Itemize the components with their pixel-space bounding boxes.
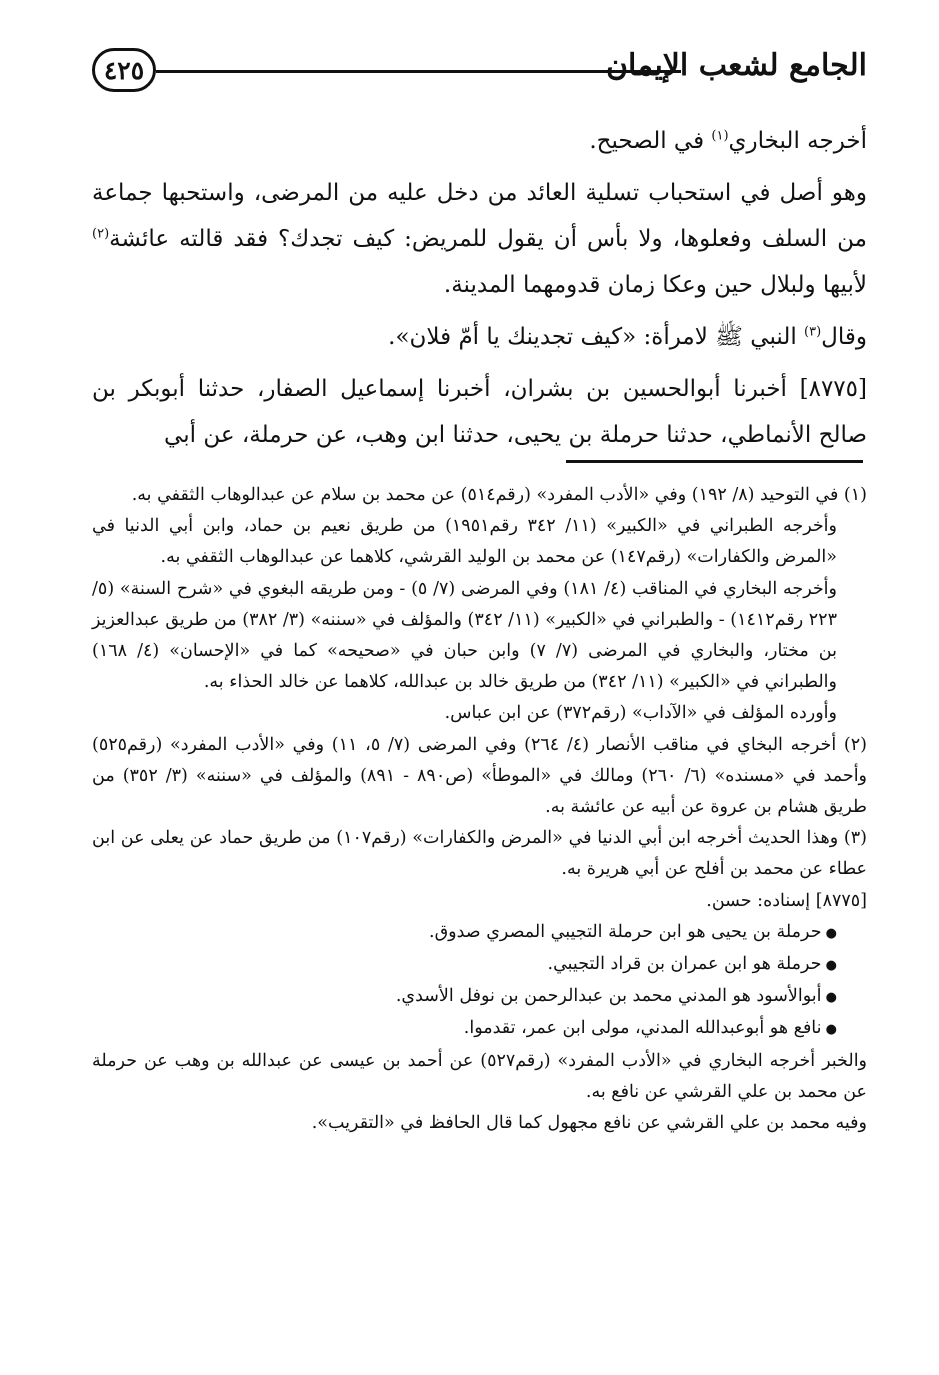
text-run: في الصحيح. xyxy=(589,128,712,154)
text-run: وهو أصل في استحباب تسلية العائد من دخل عليه من المرضى، واستحبها جماعة من السلف وفعلوها، ولا بأس أن يقول للمريض: كيف تجدك؟ فقد قالته عائشة xyxy=(92,180,867,252)
paragraph xyxy=(92,118,867,164)
text-run: النبي ﷺ لامرأة: «كيف تجدينك يا أمّ فلان». xyxy=(388,324,805,350)
paragraph xyxy=(92,314,867,360)
paragraph xyxy=(92,170,867,308)
list-item: ● نافع هو أبوعبدالله المدني، مولى ابن عمر، تقدموا. xyxy=(92,1013,837,1045)
footnote-1-continued: وأخرجه البخاري في المناقب (٤/ ١٨١) وفي المرضى (٧/ ٥) - ومن طريقه البغوي في «شرح السنة» (٥/ ٢٢٣ رقم١٤١٢) - والطبراني في «الكبير» (١١/ ٣٤٢) والمؤلف في «سننه» (٣/ ٣٨٢) من طريق عبدالعزيز بن مختار، والبخاري في المرضى (٧/ ٧) وابن حبان في «صحيحه» كما في «الإحسان» (٤/ ١٦٨) والطبراني في «الكبير» (١١/ ٣٤٢) من طريق خالد بن عبدالله، كلاهما عن خالد الحذاء به. xyxy=(92,578,837,693)
footnotes xyxy=(92,480,867,1139)
book-title: الجامع لشعب الإيمان xyxy=(605,48,867,83)
text-run: لأبيها ولبلال حين وعكا زمان قدومهما المدينة. xyxy=(443,272,867,298)
footnote-ref: (١) xyxy=(711,128,729,144)
footnote-3: (٣) وهذا الحديث أخرجه ابن أبي الدنيا في «المرض والكفارات» (رقم١٠٧) من طريق حماد عن يعلى عن ابن عطاء عن محمد بن أفلح عن أبي هريرة به. xyxy=(92,828,867,880)
closing-note: وفيه محمد بن علي القرشي عن نافع مجهول كما قال الحافظ في «التقريب». xyxy=(311,1113,867,1134)
footnote-ref: (٢) xyxy=(92,226,110,242)
page-number: ٤٢٥ xyxy=(92,48,156,92)
text-run: وقال xyxy=(821,324,867,350)
narrator-list xyxy=(92,917,867,1046)
footnote-ref: (٣) xyxy=(804,324,822,340)
footnote-2: (٢) أخرجه البخاي في مناقب الأنصار (٤/ ٢٦٤) وفي المرضى (٧/ ٥، ١١) وفي «الأدب المفرد» (رقم٥٢٥) وأحمد في «مسنده» (٦/ ٢٦٠) ومالك في «الموطأ» (ص٨٩٠ - ٨٩١) والمؤلف في «سننه» (٣/ ٣٥٢) من طريق هشام بن عروة عن أبيه عن عائشة به. xyxy=(92,734,868,818)
page-header xyxy=(92,40,867,110)
footnote-1-continued: وأورده المؤلف في «الآداب» (رقم٣٧٢) عن ابن عباس. xyxy=(444,703,837,724)
list-item: ● حرملة هو ابن عمران بن قراد التجيبي. xyxy=(92,949,837,981)
footnote-separator xyxy=(566,460,863,463)
header-rule xyxy=(156,70,681,73)
list-item: ● أبوالأسود هو المدني محمد بن عبدالرحمن بن نوفل الأسدي. xyxy=(92,981,837,1013)
hadith-paragraph: [٨٧٧٥] أخبرنا أبوالحسين بن بشران، أخبرنا إسماعيل الصفار، حدثنا أبوبكر بن صالح الأنماطي، حدثنا حرملة بن يحيى، حدثنا ابن وهب، عن حرملة، عن أبي xyxy=(92,376,867,448)
main-text xyxy=(92,118,867,464)
takhrij-note: والخبر أخرجه البخاري في «الأدب المفرد» (رقم٥٢٧) عن أحمد بن عيسى عن عبدالله بن وهب عن حرملة عن محمد بن علي القرشي عن نافع به. xyxy=(92,1050,868,1102)
footnote-1-continued: وأخرجه الطبراني في «الكبير» (١١/ ٣٤٢ رقم١٩٥١) من طريق نعيم بن حماد، وابن أبي الدنيا في «المرض والكفارات» (رقم١٤٧) عن محمد بن الوليد القرشي، كلاهما عن عبدالوهاب الثقفي به. xyxy=(92,516,837,568)
footnote-1: (١) في التوحيد (٨/ ١٩٢) وفي «الأدب المفرد» (رقم٥١٤) عن محمد بن سلام عن عبدالوهاب الثقفي به. xyxy=(131,485,867,505)
list-item: ● حرملة بن يحيى هو ابن حرملة التجيبي المصري صدوق. xyxy=(92,917,837,949)
text-run: أخرجه البخاري xyxy=(728,128,867,154)
isnad-note: [٨٧٧٥] إسناده: حسن. xyxy=(706,890,867,911)
